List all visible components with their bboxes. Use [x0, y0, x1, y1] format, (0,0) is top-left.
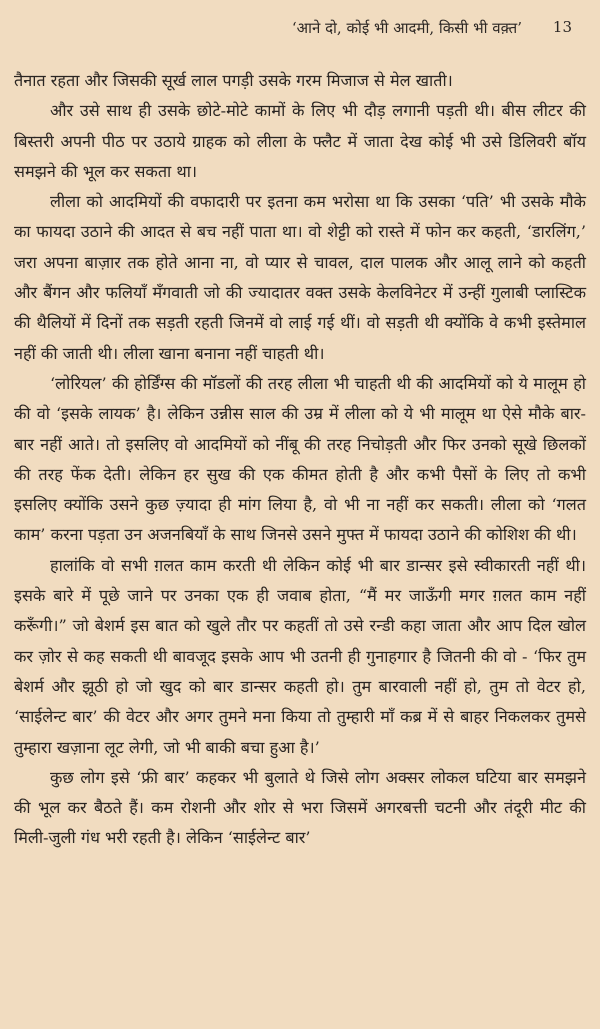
paragraph: ‘लोरियल’ की होर्डिंग्स की मॉडलों की तरह लीला भी चाहती थी की आदमियों को ये मालूम हो की वो ‘इसके लायक’ है। लेकिन उन्नीस साल की उम्र में लीला को ये भी मालूम था ऐसे मौके बार-बार नहीं आते। तो इसलिए वो आदमियों को नींबू की तरह निचोड़ती और फिर उनको सूखे छिलकों की तरह फेंक देती। लेकिन हर सुख की एक कीमत होती है और कभी पैसों के लिए तो कभी इसलिए क्योंकि उसने कुछ ज़्यादा ही मांग लिया है, वो भी ना नहीं कर सकती। लीला को ‘गलत काम’ करना पड़ता उन अजनबियाँ के साथ जिनसे उसने मुफ्त में फायदा उठाने की कोशिश की थी। — [14, 373, 586, 545]
body-text — [14, 66, 586, 854]
page-number: 13 — [552, 18, 572, 36]
paragraph: हालांकि वो सभी ग़लत काम करती थी लेकिन कोई भी बार डान्सर इसे स्वीकारती नहीं थी। इसके बारे में पूछे जाने पर उनका एक ही जवाब होता, “मैं मर जाऊँगी मगर ग़लत काम नहीं करूँगी।” जो बेशर्म इस बात को खुले तौर पर कहतीं तो उसे रन्डी कहा जाता और आप दिल खोल कर ज़ोर से कह सकती थी बावजूद इसके आप भी उतनी ही गुनाहगार है जितनी की वो - ‘फिर तुम बेशर्म और झूठी हो जो खुद को बार डान्सर कहती हो। तुम बारवाली नहीं हो, तुम तो वेटर हो, ‘साईलेन्ट बार’ की वेटर और अगर तुमने मना किया तो तुम्हारी माँ कब्र में से बाहर निकलकर तुमसे तुम्हारा खज़ाना लूट लेगी, जो भी बाकी बचा हुआ है।’ — [14, 555, 586, 757]
paragraph: कुछ लोग इसे ‘फ्री बार’ कहकर भी बुलाते थे जिसे लोग अक्सर लोकल घटिया बार समझने की भूल कर बैठते हैं। कम रोशनी और शोर से भरा जिसमें अगरबत्ती चटनी और तंदूरी मीट की मिली-जुली गंध भरी रहती है। लेकिन ‘साईलेन्ट बार’ — [14, 767, 586, 848]
paragraph: लीला को आदमियों की वफादारी पर इतना कम भरोसा था कि उसका ‘पति’ भी उसके मौके का फायदा उठाने की आदत से बच नहीं पाता था। वो शेट्टी को रास्ते में फोन कर कहती, ‘डारलिंग,’ जरा अपना बाज़ार तक होते आना ना, वो प्यार से चावल, दाल पालक और आलू लाने को कहती और बैंगन और फलियाँ मँगवाती जो की ज्यादातर वक्त उसके केलविनेटर में उन्हीं गुलाबी प्लास्टिक की थैलियों में दिनों तक सड़ती रहती जिनमें वो लाई गई थीं। वो सड़ती थी क्योंकि वे कभी इस्तेमाल नहीं की जाती थी। लीला खाना बनाना नहीं चाहती थी। — [14, 192, 586, 363]
running-title: ‘आने दो, कोई भी आदमी, किसी भी वक़्त’ — [291, 19, 522, 37]
paragraph: और उसे साथ ही उसके छोटे-मोटे कामों के लिए भी दौड़ लगानी पड़ती थी। बीस लीटर की बिस्तरी अपनी पीठ पर उठाये ग्राहक को लीला के फ्लैट में जाता देख कोई भी उसे डिलिवरी बॉय समझने की भूल कर सकता था। — [14, 101, 586, 181]
page-header — [14, 18, 586, 48]
paragraph-continuation: तैनात रहता और जिसकी सूर्ख लाल पगड़ी उसके गरम मिजाज से मेल खाती। — [14, 71, 453, 90]
